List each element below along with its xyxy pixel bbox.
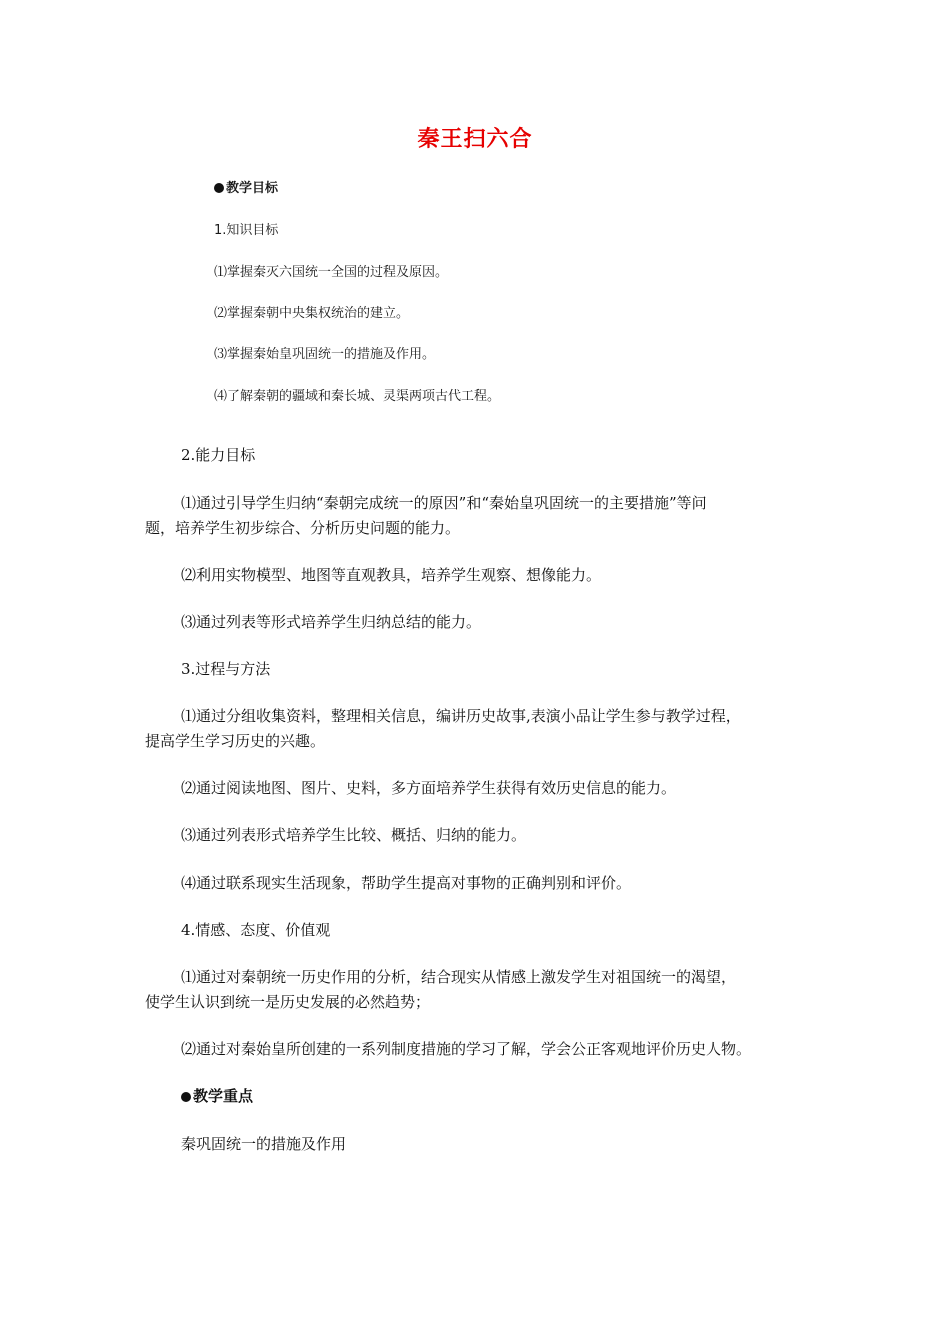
ability-goal-item: ⑶通过列表等形式培养学生归纳总结的能力。: [181, 613, 482, 631]
process-item: ⑶通过列表形式培养学生比较、概括、归纳的能力。: [181, 826, 527, 844]
teaching-focus-text: 秦巩固统一的措施及作用: [181, 1135, 347, 1153]
knowledge-goal-item: ⑷了解秦朝的疆域和秦长城、灵渠两项古代工程。: [214, 389, 501, 404]
process-methods-heading: 3.过程与方法: [181, 660, 271, 678]
ability-goal-item: ⑴通过引导学生归纳“秦朝完成统一的原因”和“秦始皇巩固统一的主要措施”等问: [181, 494, 707, 512]
emotion-item: ⑴通过对秦朝统一历史作用的分析，结合现实从情感上激发学生对祖国统一的渴望，: [181, 968, 737, 986]
knowledge-goals-heading: 1.知识目标: [214, 223, 279, 238]
process-item: ⑴通过分组收集资料，整理相关信息，编讲历史故事,表演小品让学生参与教学过程，: [181, 707, 741, 725]
process-item: ⑵通过阅读地图、图片、史料，多方面培养学生获得有效历史信息的能力。: [181, 779, 677, 797]
knowledge-goal-item: ⑴掌握秦灭六国统一全国的过程及原因。: [214, 265, 449, 280]
teaching-goals-heading: 教学目标: [214, 180, 278, 198]
bullet-icon: [214, 183, 224, 193]
emotion-item: ⑵通过对秦始皇所创建的一系列制度措施的学习了解，学会公正客观地评价历史人物。: [181, 1040, 752, 1058]
ability-goal-item: ⑵利用实物模型、地图等直观教具，培养学生观察、想像能力。: [181, 566, 602, 584]
process-item-continuation: 提高学生学习历史的兴趣。: [145, 732, 326, 750]
teaching-focus-heading: 教学重点: [181, 1085, 253, 1107]
bullet-icon: [181, 1092, 191, 1102]
ability-goal-item-continuation: 题，培养学生初步综合、分析历史问题的能力。: [145, 519, 461, 537]
knowledge-goal-item: ⑵掌握秦朝中央集权统治的建立。: [214, 306, 410, 321]
emotion-item-continuation: 使学生认识到统一是历史发展的必然趋势；: [145, 993, 431, 1011]
emotion-values-heading: 4.情感、态度、价值观: [181, 921, 331, 939]
knowledge-goal-item: ⑶掌握秦始皇巩固统一的措施及作用。: [214, 347, 436, 362]
process-item: ⑷通过联系现实生活现象，帮助学生提高对事物的正确判别和评价。: [181, 874, 632, 892]
document-title: 秦王扫六合: [417, 127, 533, 152]
ability-goals-heading: 2.能力目标: [181, 446, 256, 464]
